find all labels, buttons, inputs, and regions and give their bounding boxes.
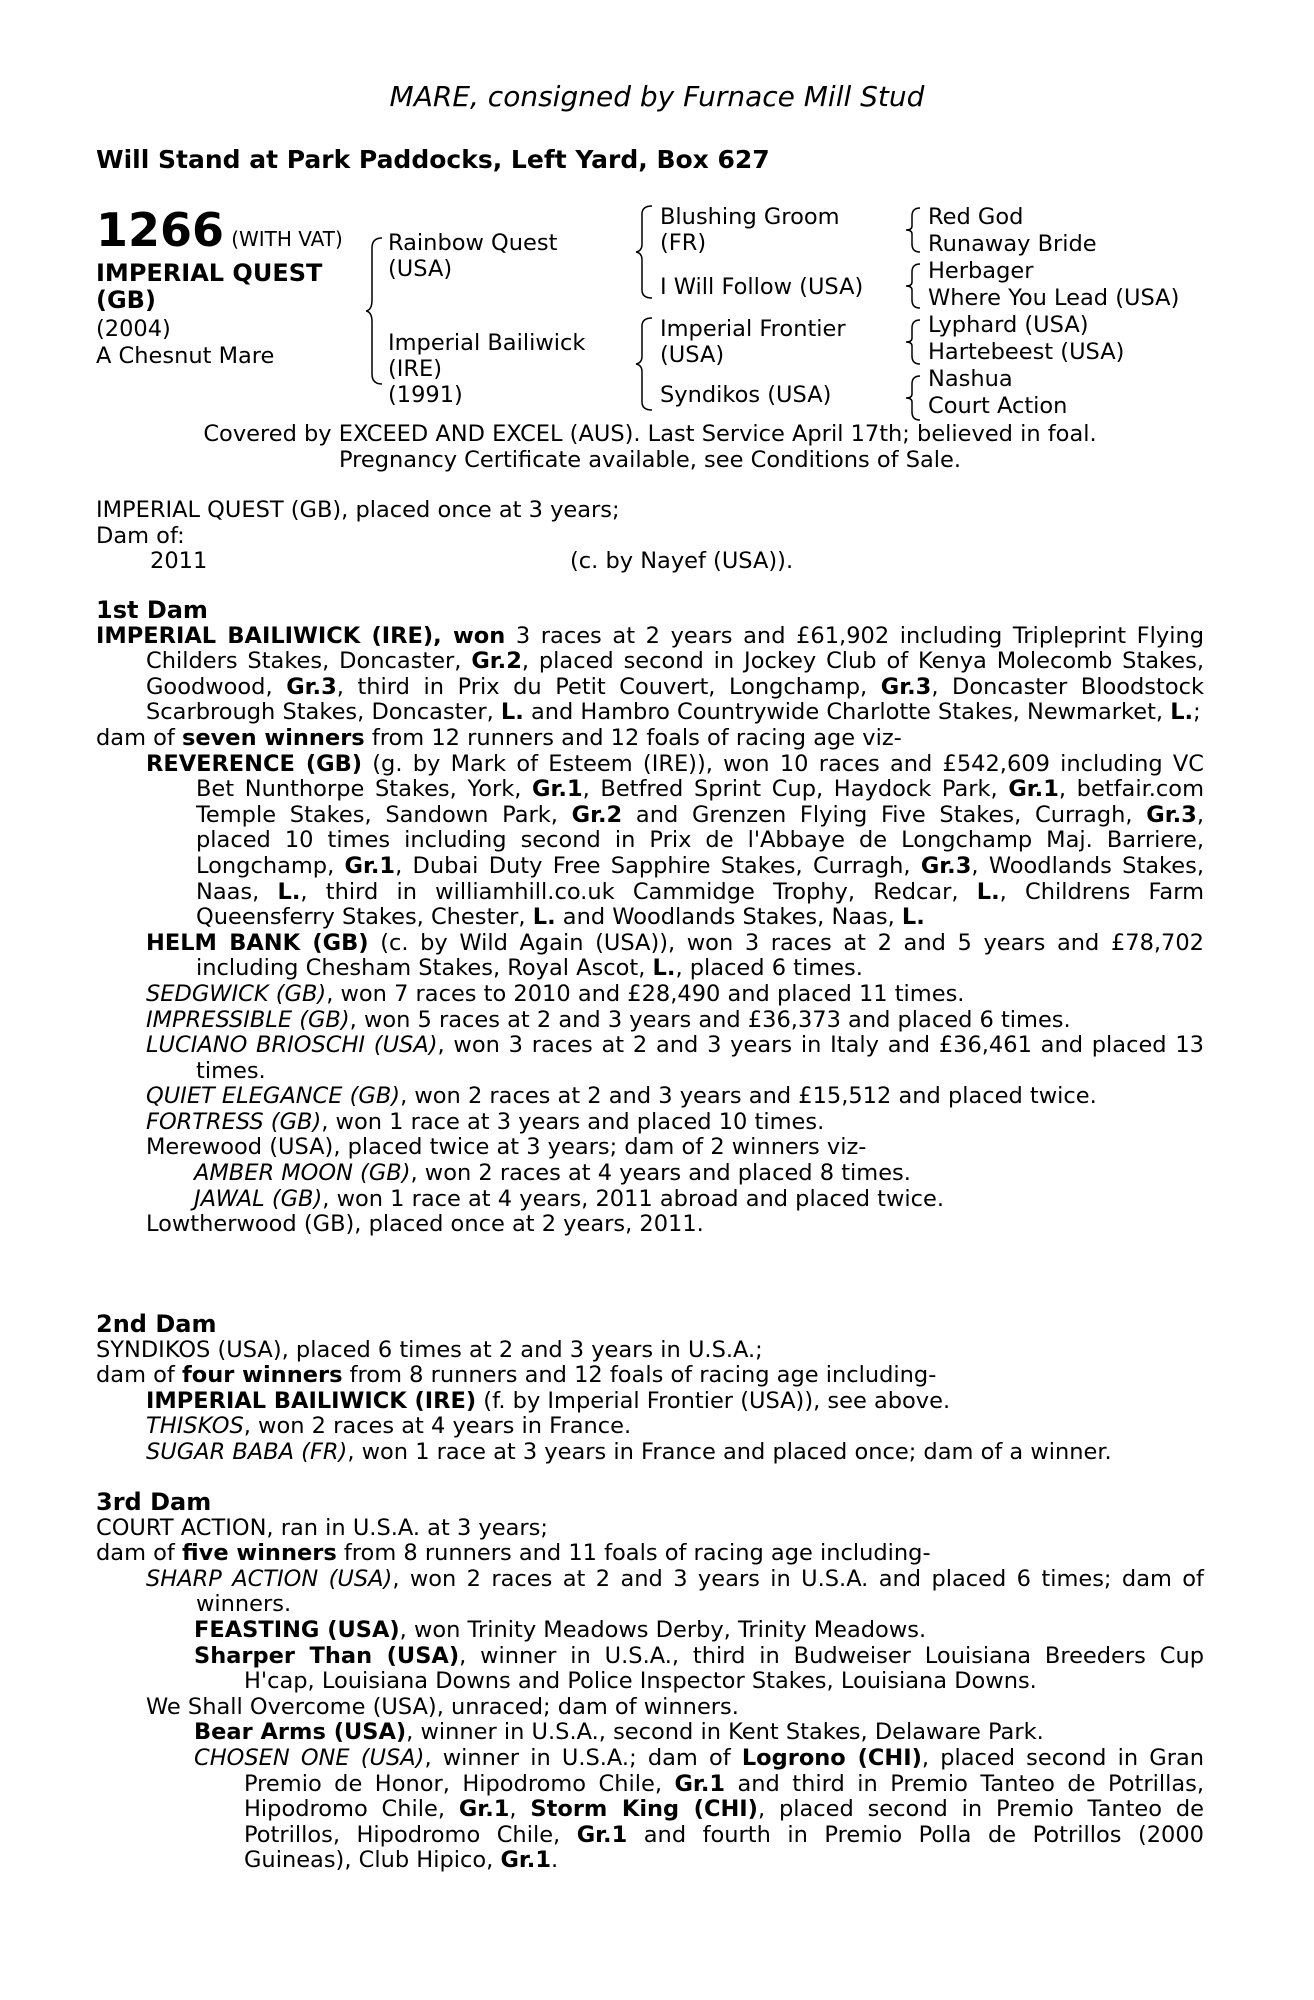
progeny-feasting: FEASTING (USA), won Trinity Meadows Derby, Trinity Meadows. (194, 1616, 927, 1643)
progeny-sharp-action: SHARP ACTION (USA), won 2 races at 2 and 3 years in U.S.A. and placed 6 times; dam of winners. (146, 1565, 1204, 1618)
produce-record: IMPERIAL QUEST (GB), placed once at 3 years; Dam of: 2011 (c. by Nayef (USA)). (96, 497, 794, 575)
pedigree-ggp-1: Red God Runaway Bride Herbager Where You Lead (USA) Lyphard (USA) Hartebeest (USA) Nashua Court Action (928, 204, 1180, 419)
progeny-lowtherwood: Lowtherwood (GB), placed once at 2 years, 2011. (146, 1211, 704, 1238)
brace-ds-icon (906, 318, 924, 366)
progeny-we-shall-overcome: We Shall Overcome (USA), unraced; dam of winners. (146, 1693, 739, 1720)
progeny-helm-bank: HELM BANK (GB) (c. by Wild Again (USA)), won 3 races at 2 and 5 years and £78,702 including Chesham Stakes, Royal Ascot, L., placed 6 times. (146, 929, 1204, 982)
sire-dam-brace-icon (366, 236, 386, 386)
first-dam-heading: 1st Dam (96, 596, 208, 624)
vat-note: (WITH VAT) (231, 227, 343, 251)
progeny-impressible: IMPRESSIBLE (GB), won 5 races at 2 and 3 years and £36,373 and placed 6 times. (146, 1006, 1071, 1033)
progeny-merewood: Merewood (USA), placed twice at 3 years; dam of 2 winners viz- (146, 1134, 867, 1161)
dam-brace-icon (636, 316, 656, 412)
pedigree-dam-sire: Imperial Frontier (USA) (660, 316, 846, 368)
stand-location: Will Stand at Park Paddocks, Left Yard, Box 627 (96, 145, 770, 174)
progeny-sedgwick: SEDGWICK (GB), won 7 races to 2010 and £28,490 and placed 11 times. (146, 980, 965, 1007)
lot-number: 1266 (96, 203, 225, 257)
produce-year: 2011 (150, 548, 208, 575)
progeny-fortress: FORTRESS (GB), won 1 race at 3 years and placed 10 times. (146, 1108, 825, 1135)
lot-name-line2: (GB) (96, 286, 156, 314)
lot-name-line1: IMPERIAL QUEST (96, 259, 323, 287)
brace-sd-icon (906, 262, 924, 310)
second-dam-heading: 2nd Dam (96, 1310, 217, 1338)
sire-brace-icon (636, 204, 656, 300)
pedigree-sire-dam: I Will Follow (USA) (660, 274, 864, 300)
first-dam-section (96, 598, 1204, 1238)
progeny-reverence: REVERENCE (GB) (g. by Mark of Esteem (IRE)), won 10 races and £542,609 including VC Bet Nunthorpe Stakes, York, Gr.1, Betfred Sprint Cup, Haydock Park, Gr.1, betfair.com Temple Stakes, Sandown Park, Gr.2 and Grenzen Flying Five Stakes, Curragh, Gr.3, placed 10 times including second in Prix de l'Abbaye de Longchamp Maj. Barriere, Longchamp, Gr.1, Dubai Duty Free Sapphire Stakes, Curragh, Gr.3, Woodlands Stakes, Naas, L., third in williamhill.co.uk Cammidge Trophy, Redcar, L., Childrens Farm Queensferry Stakes, Chester, L. and Woodlands Stakes, Naas, L. (146, 750, 1204, 931)
page-heading: MARE, consigned by Furnace Mill Stud (389, 80, 925, 113)
third-dam-produce-summary: dam of five winners from 8 runners and 11 foals of racing age including- (96, 1540, 931, 1567)
third-dam-heading: 3rd Dam (96, 1488, 212, 1516)
pedigree-sire-sire: Blushing Groom (FR) (660, 204, 840, 256)
brace-dd-icon (906, 374, 924, 422)
progeny-thiskos: THISKOS, won 2 races at 4 years in France. (146, 1413, 632, 1440)
produce-detail: (c. by Nayef (USA)). (570, 548, 794, 575)
progeny-sugar-baba: SUGAR BABA (FR), won 1 race at 3 years in France and placed once; dam of a winner. (146, 1438, 1112, 1465)
progeny-imperial-bailiwick: IMPERIAL BAILIWICK (IRE) (f. by Imperial Frontier (USA)), see above. (146, 1387, 951, 1414)
progeny-quiet-elegance: QUIET ELEGANCE (GB), won 2 races at 2 and 3 years and £15,512 and placed twice. (146, 1083, 1097, 1110)
third-dam-section: 3rd Dam COURT ACTION, ran in U.S.A. at 3 years; dam of five winners from 8 runners and 11 foals of racing age including- SHARP ACTION (USA), won 2 races at 2 and 3 years in U.S.A. and placed 6 times; dam of winners. FEASTING (USA), won Trinity Meadows Derby, Trinity Meadows. Sharper Than (USA), winner in U.S.A., third in Budweiser Louisiana Breeders Cup H'cap, Louisiana Downs and Police Inspector Stakes, Louisiana Downs. We Shall Overcome (USA), unraced; dam of winners. Bear Arms (USA), winner in U.S.A., second in Kent Stakes, Delaware Park. CHOSEN ONE (USA), winner in U.S.A.; dam of Logrono (CHI), placed second in Gran Premio de Honor, Hipodromo Chile, Gr.1 and third in Premio Tanteo de Potrillas, Hipodromo Chile, Gr.1, Storm King (CHI), placed second in Premio Tanteo de Potrillos, Hipodromo Chile, Gr.1 and fourth in Premio Polla de Potrillos (2000 Guineas), Club Hipico, Gr.1. (96, 1488, 1205, 1874)
brace-ss-icon (906, 206, 924, 254)
second-dam-section: 2nd Dam SYNDIKOS (USA), placed 6 times at 2 and 3 years in U.S.A.; dam of four winners from 8 runners and 12 foals of racing age including- IMPERIAL BAILIWICK (IRE) (f. by Imperial Frontier (USA)), see above. THISKOS, won 2 races at 4 years in France. SUGAR BABA (FR), won 1 race at 3 years in France and placed once; dam of a winner. (96, 1312, 1204, 1466)
lot-block (96, 205, 343, 255)
progeny-sharper-than: Sharper Than (USA), winner in U.S.A., third in Budweiser Louisiana Breeders Cup H'cap, Louisiana Downs and Police Inspector Stakes, Louisiana Downs. (194, 1642, 1204, 1695)
pedigree-dam-dam: Syndikos (USA) (660, 382, 832, 408)
pedigree-sire: Rainbow Quest (USA) (388, 230, 558, 282)
lot-year: (2004) (96, 316, 171, 342)
first-dam-record: IMPERIAL BAILIWICK (IRE), won 3 races at 2 years and £61,902 including Tripleprint Flying Childers Stakes, Doncaster, Gr.2, placed second in Jockey Club of Kenya Molecomb Stakes, Goodwood, Gr.3, third in Prix du Petit Couvert, Longchamp, Gr.3, Doncaster Bloodstock Scarbrough Stakes, Doncaster, L. and Hambro Countrywide Charlotte Stakes, Newmarket, L.; (96, 622, 1205, 726)
pedigree-dam: Imperial Bailiwick (IRE) (1991) (388, 330, 586, 408)
covered-note: Covered by EXCEED AND EXCEL (AUS). Last Service April 17th; believed in foal. Pregnancy Certificate available, see Conditions of Sale. (203, 421, 1097, 473)
progeny-jawal: JAWAL (GB), won 1 race at 4 years, 2011 abroad and placed twice. (194, 1185, 944, 1212)
second-dam-produce-summary: dam of four winners from 8 runners and 12 foals of racing age including- (96, 1362, 937, 1389)
progeny-luciano-brioschi: LUCIANO BRIOSCHI (USA), won 3 races at 2 and 3 years in Italy and £36,461 and placed 13 times. (146, 1032, 1204, 1084)
lot-name (96, 260, 322, 314)
progeny-amber-moon: AMBER MOON (GB), won 2 races at 4 years and placed 8 times. (194, 1160, 911, 1187)
lot-sex-colour: A Chesnut Mare (96, 343, 275, 369)
lot-description (96, 316, 274, 370)
first-dam-produce-summary: dam of seven winners from 12 runners and 12 foals of racing age viz- (96, 724, 902, 751)
progeny-chosen-one: CHOSEN ONE (USA), winner in U.S.A.; dam of Logrono (CHI), placed second in Gran Premio de Honor, Hipodromo Chile, Gr.1 and third in Premio Tanteo de Potrillas, Hipodromo Chile, Gr.1, Storm King (CHI), placed second in Premio Tanteo de Potrillos, Hipodromo Chile, Gr.1 and fourth in Premio Polla de Potrillos (2000 Guineas), Club Hipico, Gr.1. (194, 1744, 1205, 1874)
progeny-bear-arms: Bear Arms (USA), winner in U.S.A., second in Kent Stakes, Delaware Park. (194, 1719, 1044, 1746)
